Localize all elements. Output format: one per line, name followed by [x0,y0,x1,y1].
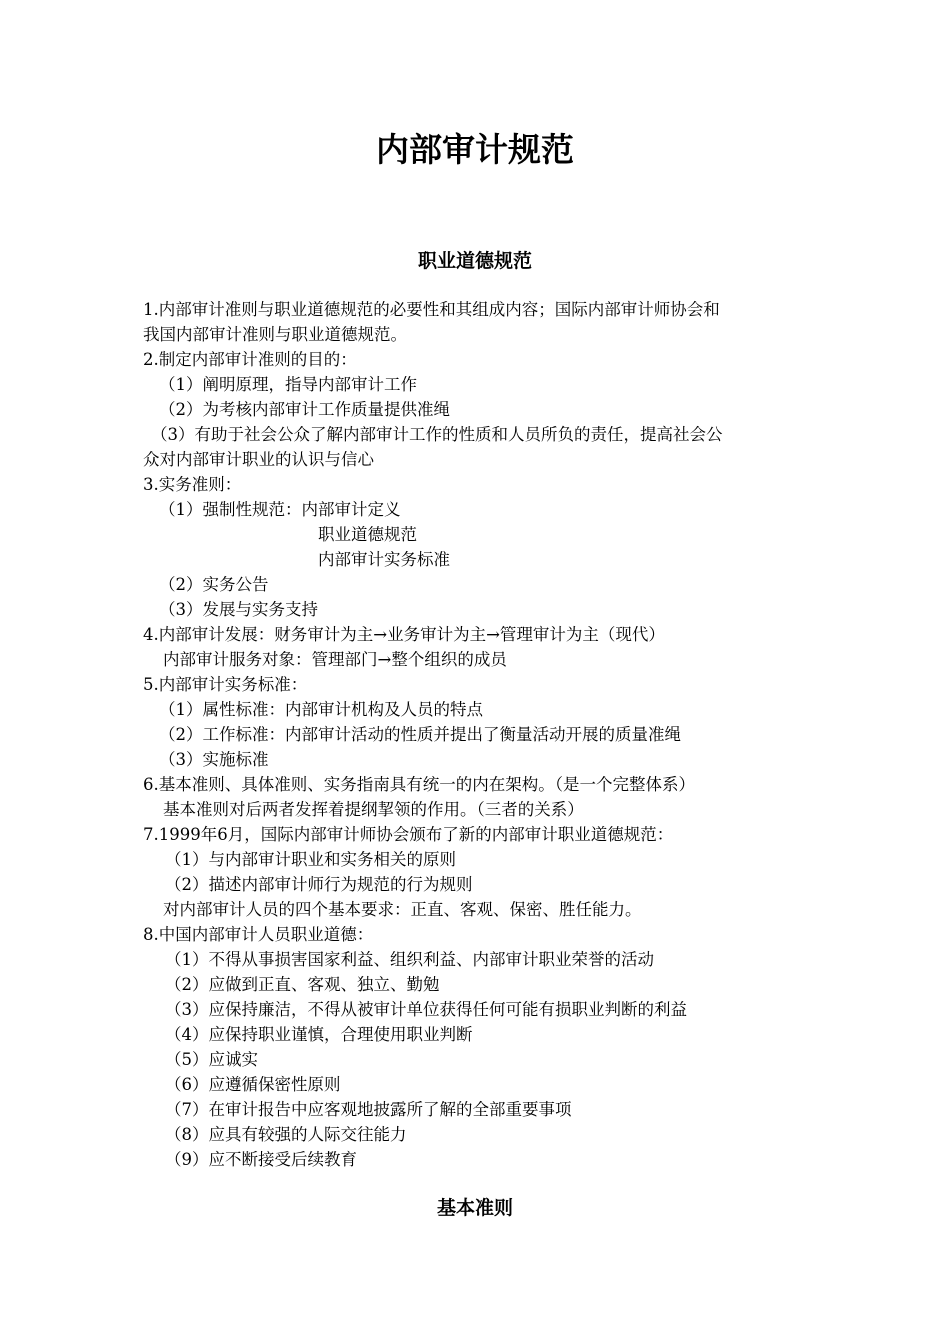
text-line: （2）描述内部审计师行为规范的行为规则 [165,875,473,894]
text-line: 众对内部审计职业的认识与信心 [143,450,374,469]
text-line: （3）发展与实务支持 [159,600,318,619]
text-line: （2）应做到正直、客观、独立、勤勉 [165,975,440,994]
text-line: 我国内部审计准则与职业道德规范。 [143,325,407,344]
text-line: （1）与内部审计职业和实务相关的原则 [165,850,456,869]
text-line: （2）为考核内部审计工作质量提供准绳 [159,400,450,419]
text-line: 4.内部审计发展：财务审计为主→业务审计为主→管理审计为主（现代） [143,625,665,644]
text-line: （2）实务公告 [159,575,269,594]
text-line: （1）强制性规范：内部审计定义 [159,500,401,519]
text-line: （2）工作标准：内部审计活动的性质并提出了衡量活动开展的质量准绳 [159,725,681,744]
section-heading-ethics: 职业道德规范 [417,250,532,272]
text-line: 职业道德规范 [318,525,417,544]
text-line: 7.1999年6月，国际内部审计师协会颁布了新的内部审计职业道德规范： [143,825,674,844]
text-line: 2.制定内部审计准则的目的： [143,350,357,369]
section-heading-basic-standards: 基本准则 [436,1197,513,1219]
text-line: （9）应不断接受后续教育 [165,1150,357,1169]
text-line: 内部审计实务标准 [318,550,450,569]
document-body [143,297,813,1172]
text-line: 3.实务准则： [143,475,242,494]
document-title: 内部审计规范 [376,130,574,169]
text-line: （3）有助于社会公众了解内部审计工作的性质和人员所负的责任，提高社会公 [151,425,723,444]
text-line: （7）在审计报告中应客观地披露所了解的全部重要事项 [165,1100,572,1119]
text-line: 1.内部审计准则与职业道德规范的必要性和其组成内容；国际内部审计师协会和 [143,300,720,319]
text-line: 基本准则对后两者发挥着提纲挈领的作用。（三者的关系） [163,800,584,819]
text-line: 6.基本准则、具体准则、实务指南具有统一的内在架构。（是一个完整体系） [143,775,695,794]
text-line: （3）实施标准 [159,750,269,769]
text-line: 8.中国内部审计人员职业道德： [143,925,374,944]
text-line: （1）不得从事损害国家利益、组织利益、内部审计职业荣誉的活动 [165,950,654,969]
text-line: 内部审计服务对象：管理部门→整个组织的成员 [163,650,507,669]
text-line: （3）应保持廉洁，不得从被审计单位获得任何可能有损职业判断的利益 [165,1000,687,1019]
text-line: （1）属性标准：内部审计机构及人员的特点 [159,700,483,719]
text-line: （4）应保持职业谨慎，合理使用职业判断 [165,1025,473,1044]
text-line: （5）应诚实 [165,1050,258,1069]
text-line: 5.内部审计实务标准： [143,675,308,694]
text-line: （6）应遵循保密性原则 [165,1075,341,1094]
text-line: （8）应具有较强的人际交往能力 [165,1125,407,1144]
text-line: （1）阐明原理，指导内部审计工作 [159,375,417,394]
text-line: 对内部审计人员的四个基本要求：正直、客观、保密、胜任能力。 [163,900,642,919]
